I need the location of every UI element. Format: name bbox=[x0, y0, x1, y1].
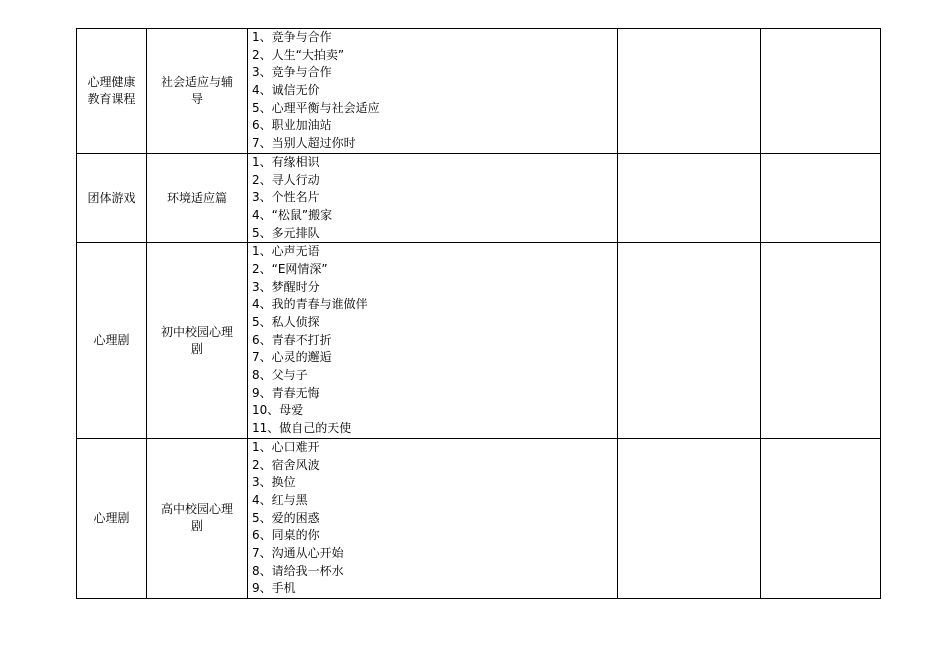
list-item: 5、心理平衡与社会适应 bbox=[252, 100, 380, 115]
empty-cell-1 bbox=[618, 438, 761, 598]
list-item: 4、红与黑 bbox=[252, 492, 308, 507]
list-item: 2、“E网情深” bbox=[252, 261, 328, 276]
list-item: 3、竞争与合作 bbox=[252, 65, 332, 80]
list-item: 8、父与子 bbox=[252, 368, 308, 383]
list-item: 5、多元排队 bbox=[252, 225, 320, 240]
items-cell bbox=[248, 243, 618, 439]
list-item: 8、请给我一杯水 bbox=[252, 563, 344, 578]
list-item: 6、职业加油站 bbox=[252, 118, 332, 133]
subcategory-cell bbox=[147, 438, 248, 598]
course-table bbox=[76, 28, 881, 599]
subcategory-label: 环境适应篇 bbox=[166, 190, 227, 205]
list-item: 3、梦醒时分 bbox=[252, 279, 320, 294]
list-item: 2、宿舍风波 bbox=[252, 457, 320, 472]
list-item: 11、做自己的天使 bbox=[252, 421, 352, 436]
list-item: 10、母爱 bbox=[252, 403, 304, 418]
list-item: 5、爱的困惑 bbox=[252, 510, 320, 525]
table-row bbox=[77, 438, 881, 598]
subcategory-label: 初中校园心理 bbox=[160, 324, 233, 339]
list-item: 9、手机 bbox=[252, 581, 296, 596]
list-item: 1、心声无语 bbox=[252, 244, 320, 259]
table-row bbox=[77, 243, 881, 439]
category-label: 教育课程 bbox=[87, 91, 136, 106]
empty-cell-2 bbox=[761, 29, 881, 154]
list-item: 1、心口难开 bbox=[252, 439, 320, 454]
empty-cell-1 bbox=[618, 29, 761, 154]
list-item: 1、竞争与合作 bbox=[252, 30, 332, 44]
category-label: 心理剧 bbox=[93, 510, 130, 525]
list-item: 7、心灵的邂逅 bbox=[252, 350, 332, 365]
table-row bbox=[77, 153, 881, 242]
subcategory-label: 高中校园心理 bbox=[160, 502, 233, 517]
list-item: 4、“松鼠”搬家 bbox=[252, 207, 333, 222]
list-item: 5、私人侦探 bbox=[252, 315, 320, 329]
subcategory-label: 导 bbox=[190, 91, 203, 106]
list-item: 4、诚信无价 bbox=[252, 83, 320, 98]
list-item: 9、青春无悔 bbox=[252, 385, 320, 400]
category-cell bbox=[77, 29, 147, 154]
list-item: 6、青春不打折 bbox=[252, 332, 332, 347]
list-item: 2、寻人行动 bbox=[252, 172, 320, 187]
category-cell bbox=[77, 243, 147, 439]
subcategory-label: 剧 bbox=[190, 519, 203, 534]
list-item: 1、有缘相识 bbox=[252, 154, 320, 169]
list-item: 2、人生“大拍卖” bbox=[252, 47, 345, 62]
course-table-body bbox=[77, 29, 881, 599]
list-item: 3、个性名片 bbox=[252, 190, 320, 205]
category-label: 团体游戏 bbox=[87, 190, 136, 205]
empty-cell-1 bbox=[618, 243, 761, 439]
category-label: 心理剧 bbox=[93, 333, 130, 348]
category-label: 心理健康 bbox=[87, 74, 136, 89]
list-item: 4、我的青春与谁做伴 bbox=[252, 297, 368, 312]
empty-cell-2 bbox=[761, 243, 881, 439]
category-cell bbox=[77, 438, 147, 598]
subcategory-label: 社会适应与辅 bbox=[160, 74, 233, 89]
empty-cell-1 bbox=[618, 153, 761, 242]
items-cell bbox=[248, 29, 618, 154]
category-cell bbox=[77, 153, 147, 242]
items-cell bbox=[248, 153, 618, 242]
subcategory-cell bbox=[147, 29, 248, 154]
subcategory-cell bbox=[147, 243, 248, 439]
list-item: 7、沟通从心开始 bbox=[252, 545, 344, 560]
subcategory-label: 剧 bbox=[190, 341, 203, 356]
list-item: 6、同桌的你 bbox=[252, 528, 320, 543]
items-cell bbox=[248, 438, 618, 598]
list-item: 3、换位 bbox=[252, 475, 296, 490]
subcategory-cell bbox=[147, 153, 248, 242]
table-row bbox=[77, 29, 881, 154]
empty-cell-2 bbox=[761, 153, 881, 242]
empty-cell-2 bbox=[761, 438, 881, 598]
list-item: 7、当别人超过你时 bbox=[252, 136, 356, 151]
